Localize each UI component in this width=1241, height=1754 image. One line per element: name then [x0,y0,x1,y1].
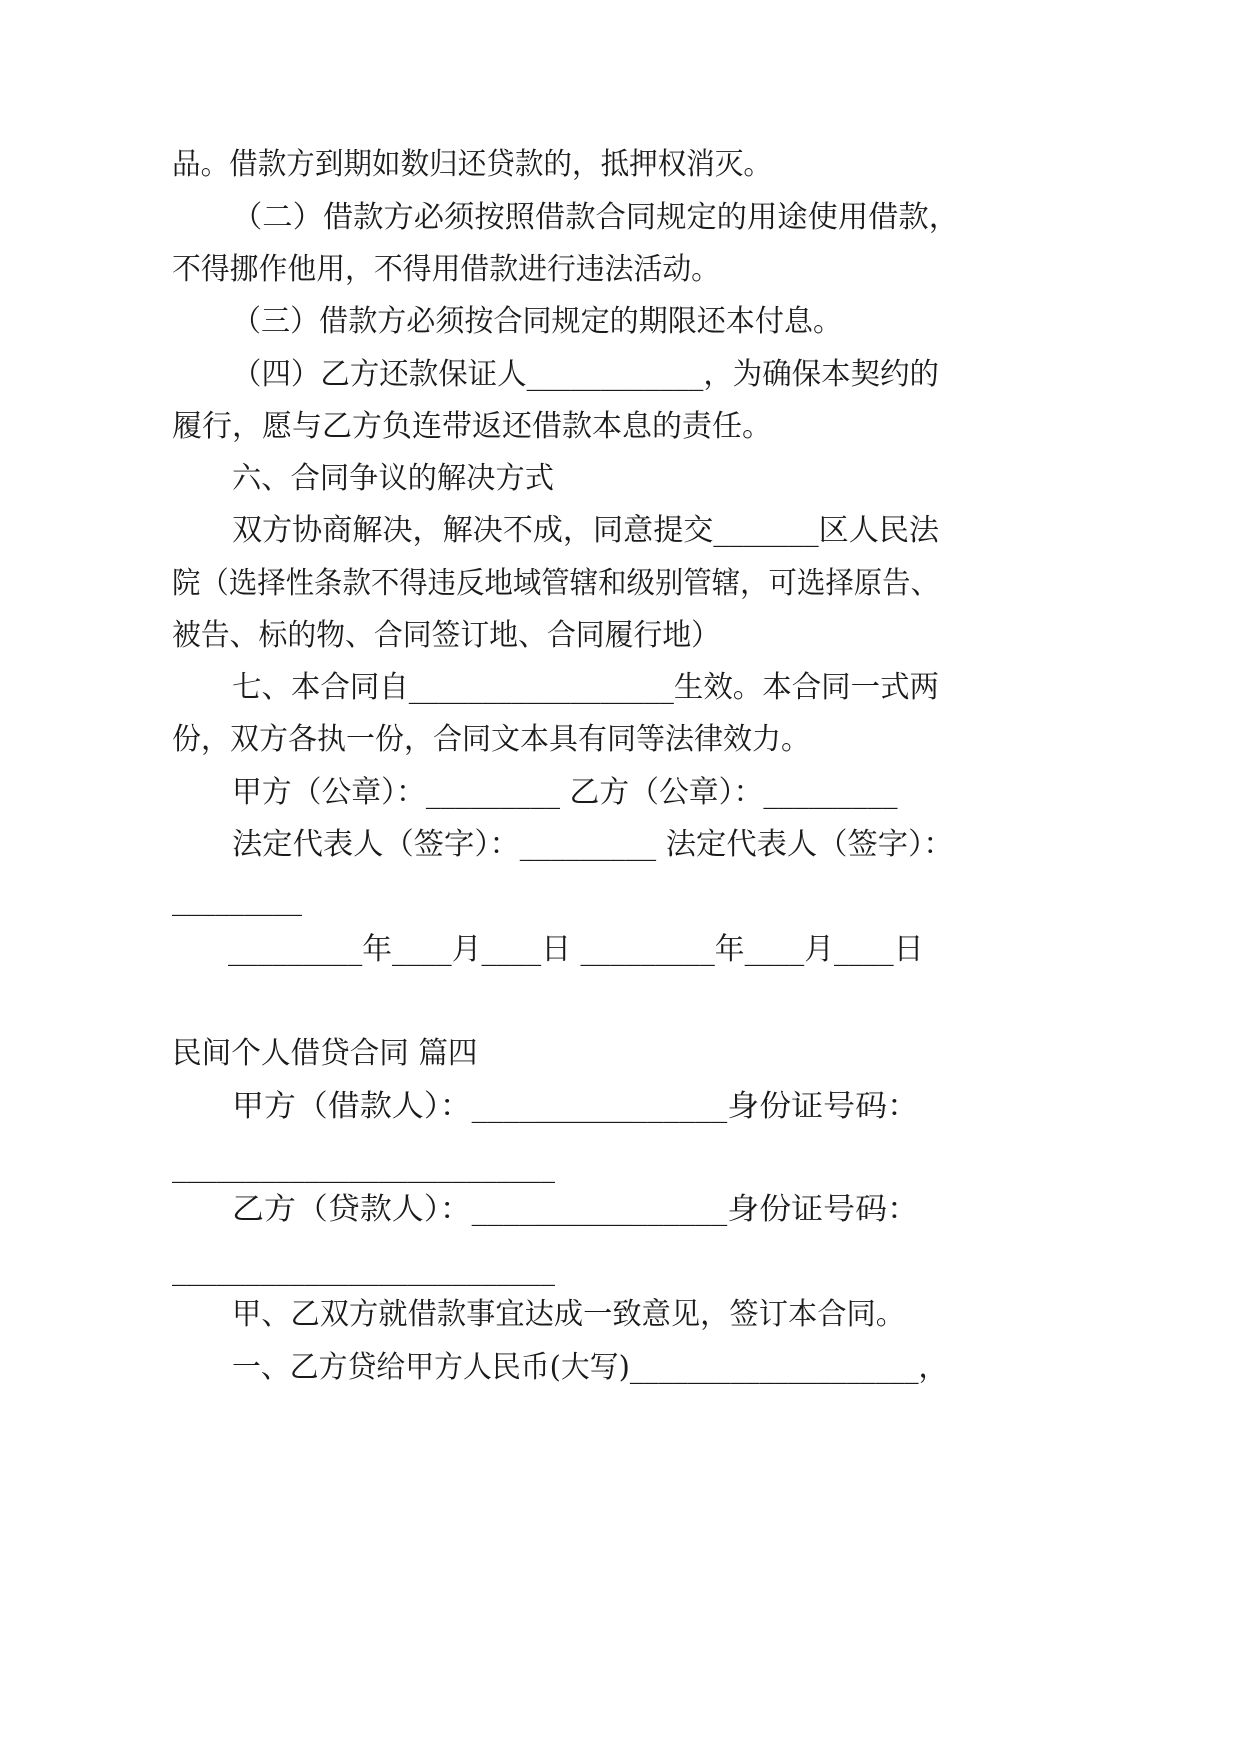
date-line: _________年____月____日 _________年____月____日 [228,932,924,967]
text-line: 不得挪作他用，不得用借款进行违法活动。 [172,252,720,287]
text-line: 甲、乙双方就借款事宜达成一致意见，签订本合同。 [232,1297,905,1332]
party-line: 乙方（贷款人）：________________身份证号码： [232,1192,919,1227]
text-line: 一、乙方贷给甲方人民币(大写)____________________， [232,1350,948,1385]
section-title: 民间个人借贷合同 篇四 [172,1036,478,1071]
id-number-blank: __________________________ [172,1149,555,1184]
text-line: （二）借款方必须按照借款合同规定的用途使用借款， [232,200,959,235]
section-heading: 六、合同争议的解决方式 [232,461,554,496]
text-line: 双方协商解决，解决不成，同意提交_______区人民法 [232,513,939,548]
signature-line: 甲方（公章）：_________ 乙方（公章）：_________ [232,775,898,810]
text-line: 份，双方各执一份，合同文本具有同等法律效力。 [172,722,810,757]
signature-line: 法定代表人（签字）：_________ 法定代表人（签字）： [232,827,954,862]
party-line: 甲方（借款人）：________________身份证号码： [232,1089,919,1124]
text-line: 七、本合同自__________________生效。本合同一式两 [232,670,939,705]
text-line: 被告、标的物、合同签订地、合同履行地） [172,618,720,653]
text-line: （四）乙方还款保证人____________，为确保本契约的 [232,357,939,392]
text-line: （三）借款方必须按合同规定的期限还本付息。 [232,304,842,339]
text-line: 品。借款方到期如数归还贷款的，抵押权消灭。 [172,147,772,182]
text-line: 履行，愿与乙方负连带返还借款本息的责任。 [172,409,772,444]
signature-blank: _________ [172,882,302,917]
text-line: 院（选择性条款不得违反地域管辖和级别管辖，可选择原告、 [172,566,939,601]
id-number-blank: __________________________ [172,1252,555,1287]
